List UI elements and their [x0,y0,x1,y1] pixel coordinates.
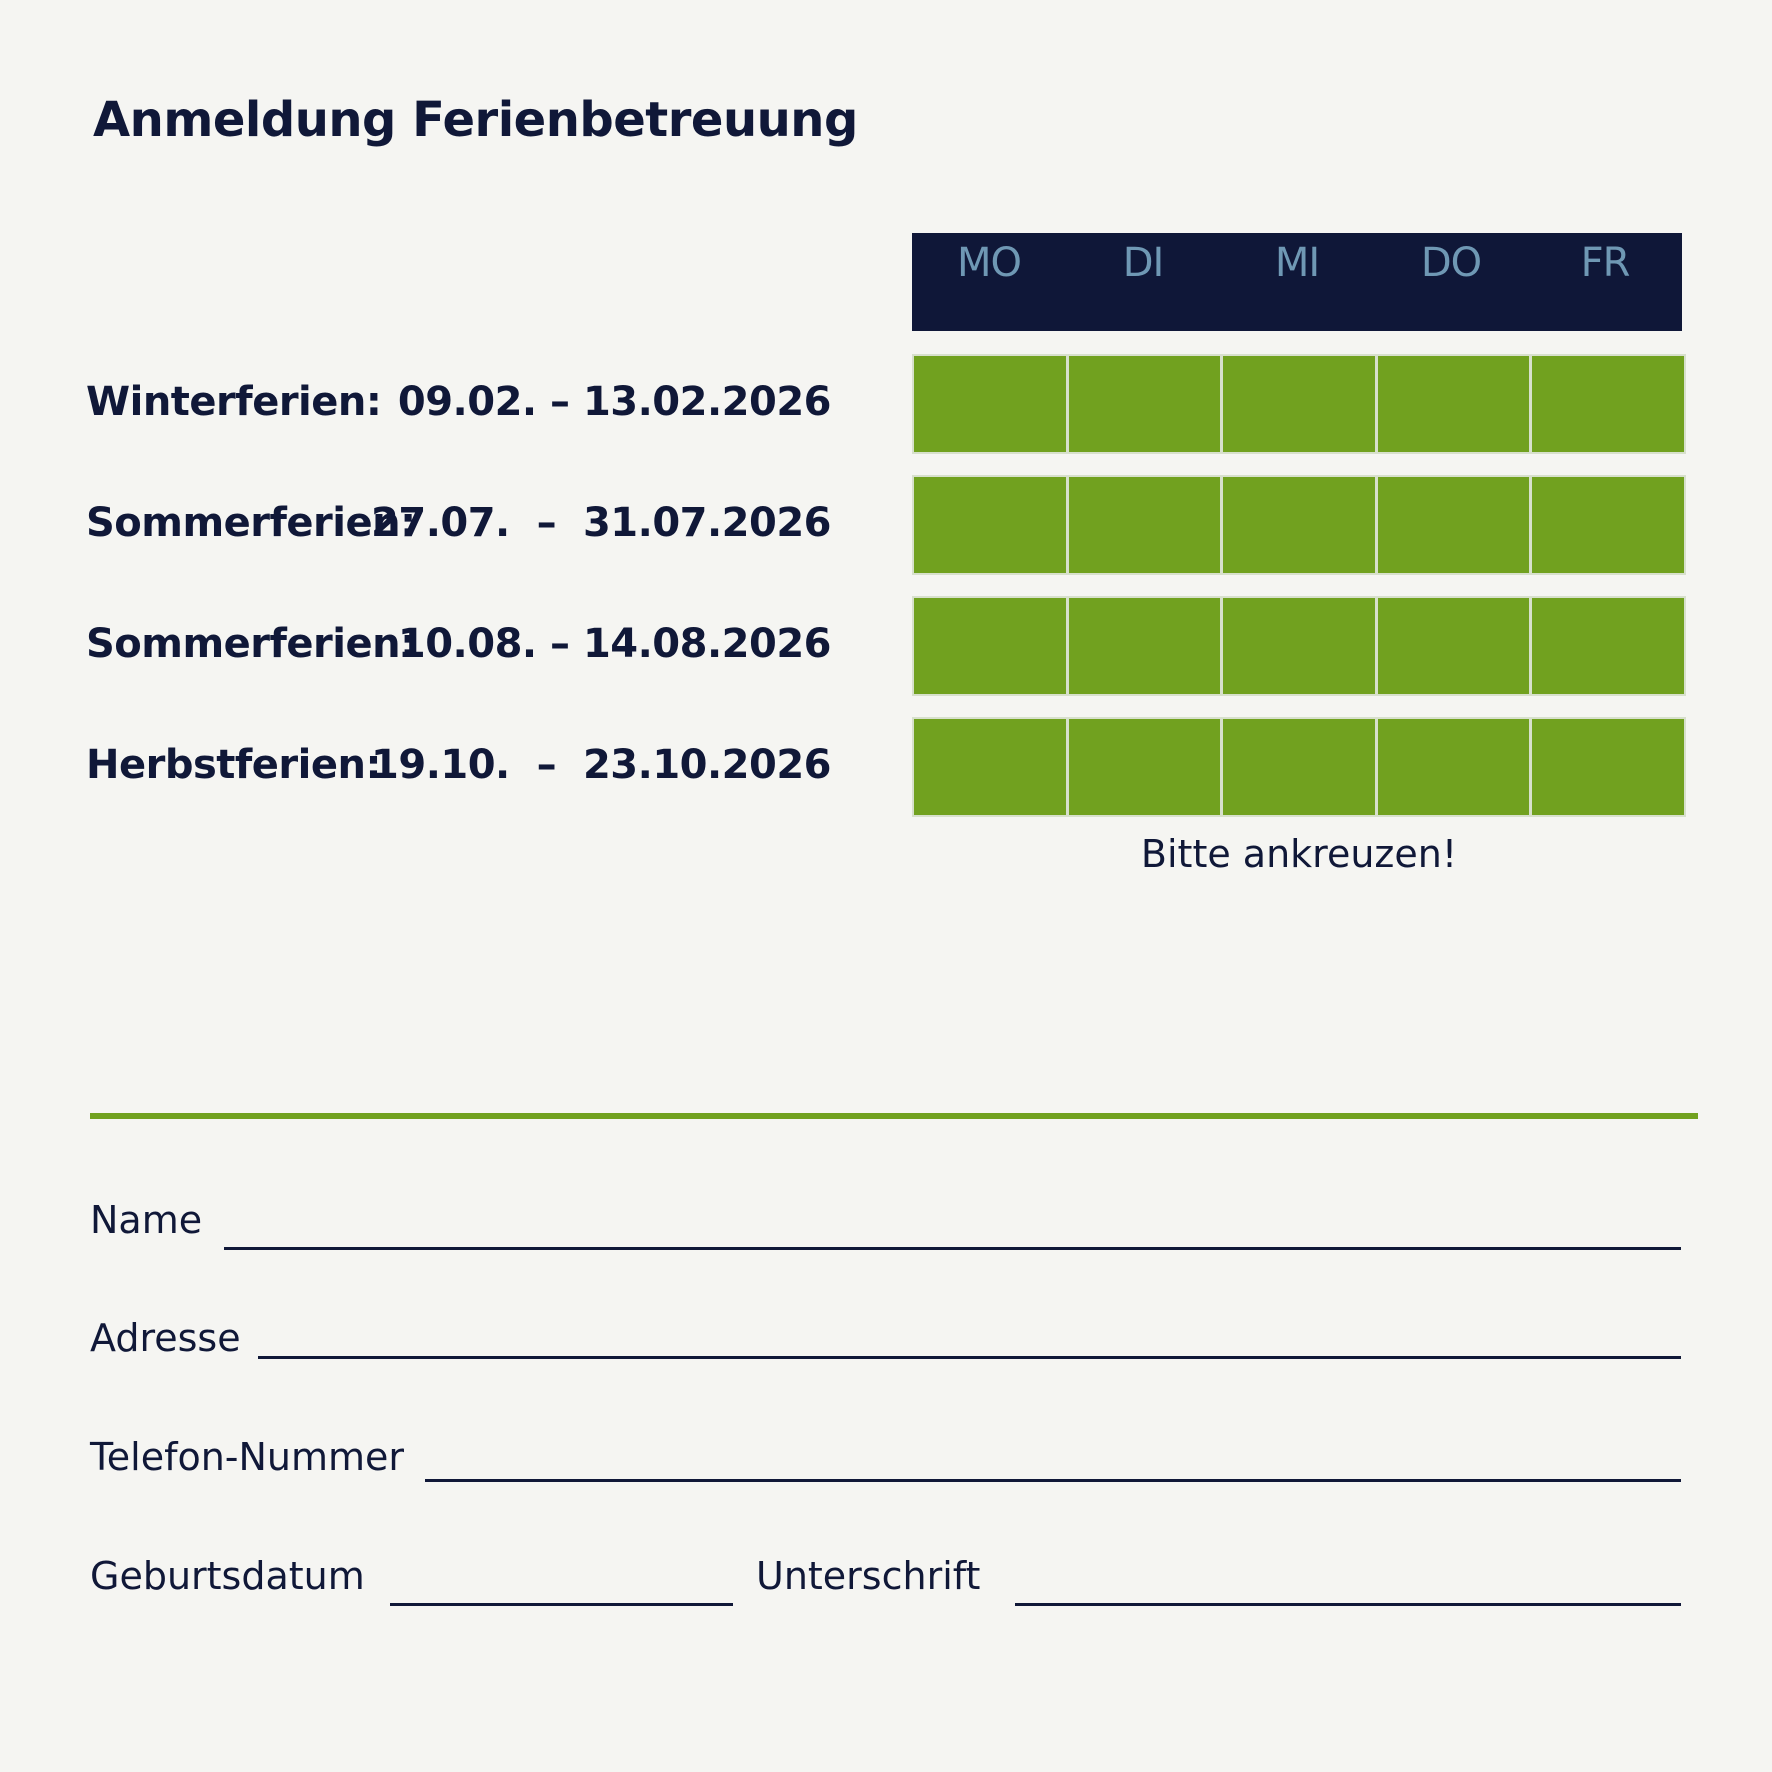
checkbox-do[interactable] [1378,477,1530,573]
phone-label: Telefon-Nummer [90,1435,405,1479]
address-field[interactable] [258,1356,1681,1359]
period-row-summer-2 [0,592,1772,696]
period-label: Herbstferien: [86,742,381,788]
address-label: Adresse [90,1316,241,1360]
day-label-di: DI [1122,240,1164,286]
day-checkbox-group [912,596,1686,696]
checkbox-do[interactable] [1378,598,1530,694]
checkbox-di[interactable] [1069,719,1221,815]
checkbox-do[interactable] [1378,356,1530,452]
checkbox-mi[interactable] [1223,719,1375,815]
signature-label: Unterschrift [756,1554,981,1598]
name-field[interactable] [224,1247,1681,1250]
day-checkbox-group [912,717,1686,817]
day-checkbox-group [912,354,1686,454]
day-checkbox-group [912,475,1686,575]
period-dates: 27.07. – 31.07.2026 [371,500,831,546]
day-label-do: DO [1420,240,1482,286]
check-hint: Bitte ankreuzen! [1140,832,1458,876]
phone-field[interactable] [425,1479,1681,1482]
checkbox-fr[interactable] [1532,477,1684,573]
checkbox-mo[interactable] [914,356,1066,452]
section-divider [90,1113,1698,1119]
day-label-mi: MI [1274,240,1320,286]
checkbox-mi[interactable] [1223,598,1375,694]
checkbox-mo[interactable] [914,598,1066,694]
checkbox-mo[interactable] [914,477,1066,573]
period-row-autumn [0,713,1772,817]
period-label: Winterferien: [86,379,382,425]
checkbox-fr[interactable] [1532,598,1684,694]
checkbox-fr[interactable] [1532,719,1684,815]
checkbox-mi[interactable] [1223,356,1375,452]
day-label-mo: MO [957,240,1021,286]
period-dates: 19.10. – 23.10.2026 [371,742,831,788]
checkbox-fr[interactable] [1532,356,1684,452]
birthdate-field[interactable] [390,1603,733,1606]
period-dates: 09.02. – 13.02.2026 [397,379,831,425]
birthdate-label: Geburtsdatum [90,1554,365,1598]
day-label-fr: FR [1580,240,1630,286]
period-row-winter [0,350,1772,454]
page-title: Anmeldung Ferienbetreuung [93,92,858,148]
period-label: Sommerferien: [86,621,416,667]
checkbox-di[interactable] [1069,477,1221,573]
signature-field[interactable] [1015,1603,1681,1606]
period-dates: 10.08. – 14.08.2026 [397,621,831,667]
checkbox-mo[interactable] [914,719,1066,815]
checkbox-di[interactable] [1069,356,1221,452]
checkbox-do[interactable] [1378,719,1530,815]
checkbox-mi[interactable] [1223,477,1375,573]
checkbox-di[interactable] [1069,598,1221,694]
name-label: Name [90,1198,203,1242]
day-header [912,233,1682,331]
period-label: Sommerferien: [86,500,416,546]
period-row-summer-1 [0,471,1772,575]
